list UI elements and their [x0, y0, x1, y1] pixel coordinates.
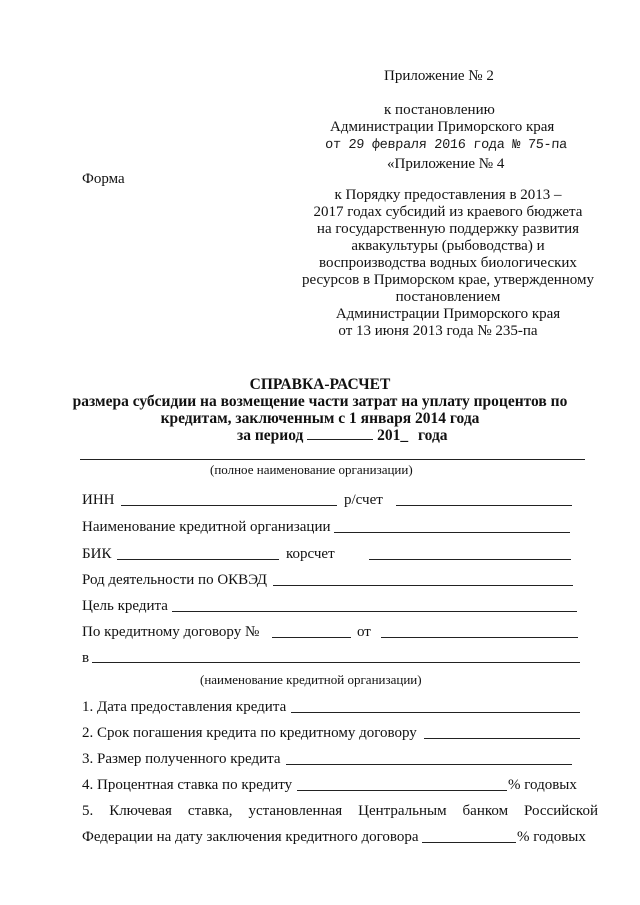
administration-text: Администрации Приморского края — [330, 119, 555, 135]
credit-purpose-label: Цель кредита — [82, 598, 168, 614]
organization-name-caption: (полное наименование организации) — [210, 462, 413, 477]
procedure-line: постановлением — [395, 289, 501, 305]
appendix-number: Приложение № 2 — [384, 68, 494, 84]
period-line — [237, 427, 448, 444]
bik-field[interactable] — [117, 559, 279, 560]
credit-purpose-field[interactable] — [172, 611, 577, 612]
procedure-line: к Порядку предоставления в 2013 – — [334, 187, 562, 203]
item-4-field[interactable] — [297, 790, 507, 791]
procedure-line: ресурсов в Приморском крае, утвержденному — [301, 272, 595, 288]
to-decree-text: к постановлению — [384, 102, 495, 118]
procedure-line: 2017 годах субсидий из краевого бюджета — [313, 204, 583, 220]
procedure-line: воспроизводства водных биологических — [319, 255, 577, 271]
credit-org-field[interactable] — [92, 662, 580, 663]
credit-contract-date-field[interactable] — [381, 637, 578, 638]
item-1-field[interactable] — [291, 712, 580, 713]
credit-org-caption: (наименование кредитной организации) — [200, 672, 422, 687]
procedure-line: аквакультуры (рыбоводства) и — [351, 238, 545, 254]
okved-label: Род деятельности по ОКВЭД — [82, 572, 268, 588]
account-label: р/счет — [344, 492, 383, 508]
item-1-label: 1. Дата предоставления кредита — [82, 699, 287, 715]
item-3-label: 3. Размер полученного кредита — [82, 751, 281, 767]
item-5-field[interactable] — [422, 842, 516, 843]
item-3-field[interactable] — [286, 764, 572, 765]
item-4-label: 4. Процентная ставка по кредиту — [82, 777, 293, 793]
corr-account-field[interactable] — [369, 559, 571, 560]
document-subtitle-line2: кредитам, заключенным с 1 января 2014 года — [160, 410, 480, 427]
in-label: в — [82, 650, 90, 666]
account-field[interactable] — [396, 505, 572, 506]
item-5-word: установленная — [248, 803, 343, 819]
credit-org-name-label: Наименование кредитной организации — [82, 519, 331, 535]
item-4-unit: % годовых — [508, 777, 577, 793]
item-5-unit: % годовых — [517, 829, 586, 845]
procedure-line: Администрации Приморского края — [335, 306, 561, 322]
item-5-word: Центральным — [358, 803, 447, 819]
credit-contract-number-field[interactable] — [272, 637, 351, 638]
item-5-word: банком — [462, 803, 509, 819]
period-blank[interactable] — [307, 427, 373, 440]
period-suffix: года — [417, 427, 448, 444]
bik-label: БИК — [82, 546, 112, 562]
date-stamp: от 29 февраля 2016 года № 75-па — [324, 138, 568, 153]
item-5-word: Российской — [524, 803, 598, 819]
item-2-label: 2. Срок погашения кредита по кредитному договору — [82, 725, 417, 741]
inn-field[interactable] — [121, 505, 337, 506]
appendix-4-text: «Приложение № 4 — [387, 156, 505, 172]
form-label: Форма — [82, 171, 125, 187]
okved-field[interactable] — [273, 585, 573, 586]
item-5-word: ставка, — [187, 803, 233, 819]
item-5-line1 — [82, 802, 598, 820]
item-5-line2: Федерации на дату заключения кредитного договора — [82, 829, 419, 845]
contract-from-label: от — [357, 624, 371, 640]
organization-name-field[interactable] — [80, 459, 585, 460]
corr-account-label: корсчет — [286, 546, 335, 562]
period-year: 201_ — [377, 427, 409, 444]
credit-contract-label: По кредитному договору № — [82, 624, 260, 640]
procedure-line: от 13 июня 2013 года № 235-па — [338, 323, 538, 339]
item-5-word: Ключевая — [109, 803, 172, 819]
procedure-line: на государственную поддержку развития — [316, 221, 580, 237]
period-prefix: за период — [237, 427, 304, 444]
item-2-field[interactable] — [424, 738, 580, 739]
inn-label: ИНН — [82, 492, 115, 508]
document-title: СПРАВКА-РАСЧЕТ — [249, 376, 391, 393]
document-subtitle-line1: размера субсидии на возмещение части затрат на уплату процентов по — [72, 393, 568, 410]
item-5-number: 5. — [82, 803, 94, 819]
credit-org-name-field[interactable] — [334, 532, 570, 533]
procedure-reference — [258, 187, 638, 340]
